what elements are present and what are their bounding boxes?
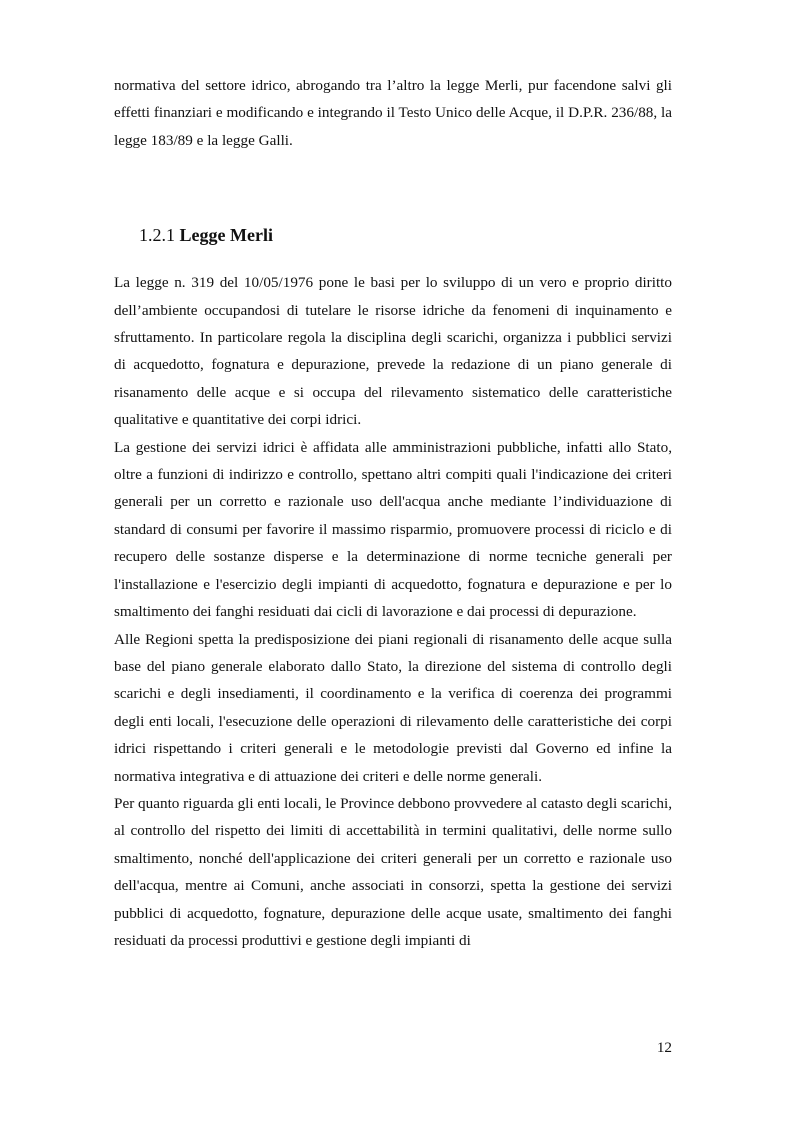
paragraph-4: Per quanto riguarda gli enti locali, le Province debbono provvedere al catasto degli scarichi, al controllo del rispetto dei limiti di accettabilità in termini qualitativi, delle norme sullo smaltimento, nonché dell'applicazione dei criteri generali per un corretto e razionale uso dell'acqua, mentre ai Comuni, anche associati in consorzi, spetta la gestione dei servizi pubblici di acquedotto, fognature, depurazione delle acque usate, smaltimento dei fanghi residuati da processi produttivi e gestione degli impianti di — [114, 794, 672, 949]
section-heading — [139, 223, 672, 247]
page-number: 12 — [656, 1039, 672, 1056]
paragraph-3: Alle Regioni spetta la predisposizione dei piani regionali di risanamento delle acque sulla base del piano generale elaborato dallo Stato, la direzione del sistema di controllo degli scarichi e degli insediamenti, il coordinamento e la verifica di coerenza dei programmi degli enti locali, l'esecuzione delle operazioni di rilevamento delle caratteristiche dei corpi idrici rispettando i criteri generali e le metodologie previsti dal Governo ed infine la normativa integrativa e di attuazione dei criteri e delle norme generali. — [114, 630, 672, 785]
section-number: 1.2.1 — [139, 225, 175, 246]
intro-paragraph: normativa del settore idrico, abrogando tra l’altro la legge Merli, pur facendone salvi gli effetti finanziari e modificando e integrando il Testo Unico delle Acque, il D.P.R. 236/88, la legge 183/89 e la legge Galli. — [114, 77, 672, 149]
paragraph-1: La legge n. 319 del 10/05/1976 pone le basi per lo sviluppo di un vero e proprio diritto dell’ambiente occupandosi di tutelare le risorse idriche da fenomeni di inquinamento e sfruttamento. In particolare regola la disciplina degli scarichi, organizza i pubblici servizi di acquedotto, fognatura e depurazione, prevede la redazione di un piano generale di risanamento delle acque e si occupa del rilevamento sistematico delle caratteristiche qualitative e quantitative dei corpi idrici. — [114, 274, 672, 429]
page-body — [114, 72, 672, 954]
section-title: Legge Merli — [179, 225, 273, 246]
paragraph-2: La gestione dei servizi idrici è affidata alle amministrazioni pubbliche, infatti allo Stato, oltre a funzioni di indirizzo e controllo, spettano altri compiti quali l'indicazione dei criteri generali per un corretto e razionale uso dell'acqua anche mediante l’individuazione di standard di consumi per favorire il massimo risparmio, promuovere processi di riciclo e di recupero delle sostanze disperse e la determinazione di norme tecniche generali per l'installazione e l'esercizio degli impianti di acquedotto, fognatura e depurazione e per lo smaltimento dei fanghi residuati dai cicli di lavorazione e dai processi di depurazione. — [114, 438, 672, 621]
